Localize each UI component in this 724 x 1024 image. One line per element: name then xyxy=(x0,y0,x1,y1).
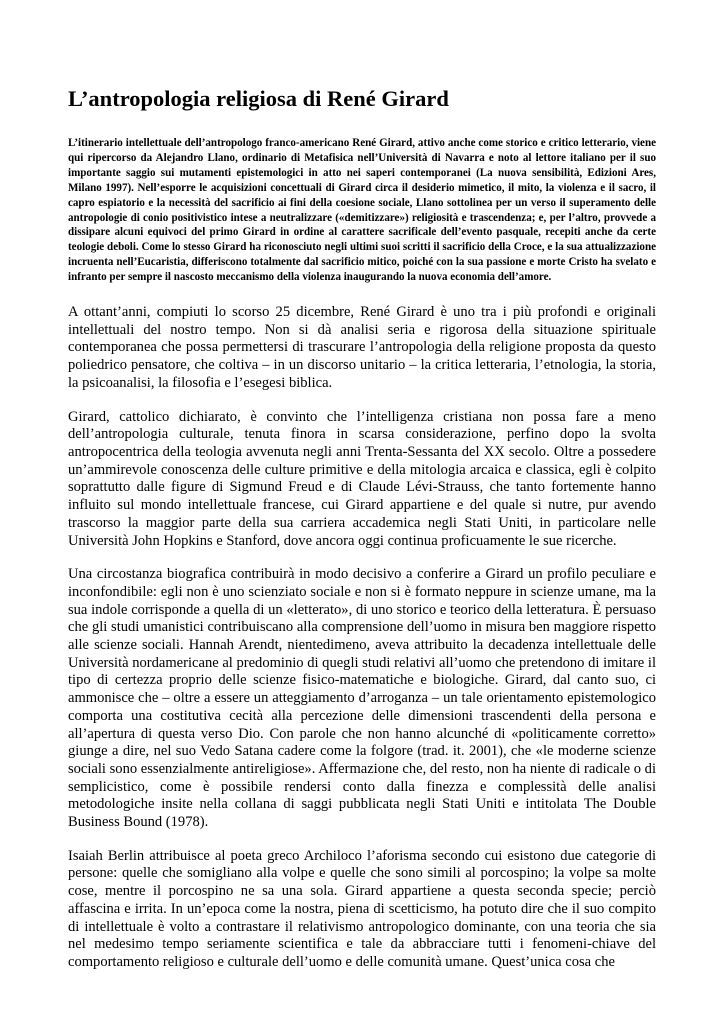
body-paragraph-2: Girard, cattolico dichiarato, è convinto che l’intelligenza cristiana non possa fare a meno dell’antropologia culturale, tenuta finora in scarsa considerazione, perfino dopo la svolta antropocentrica della teologia avvenuta negli anni Trenta-Sessanta del XX secolo. Oltre a possedere un’ammirevole conoscenza delle culture primitive e della mitologia arcaica e classica, egli è colpito soprattutto dalle figure di Sigmund Freud e di Claude Lévi-Strauss, che tanto fortemente hanno influito sul mondo intellettuale francese, cui Girard appartiene e del quale si nutre, pur avendo trascorso la maggior parte della sua carriera accademica negli Stati Uniti, in particolare nelle Università John Hopkins e Stanford, dove ancora oggi continua proficuamente le sue ricerche. xyxy=(68,408,656,549)
body-paragraph-1: A ottant’anni, compiuti lo scorso 25 dicembre, René Girard è uno tra i più profondi e originali intellettuali del nostro tempo. Non si dà analisi seria e rigorosa della situazione spirituale contemporanea che possa permettersi di trascurare l’antropologia della religione proposta da questo poliedrico pensatore, che coltiva – in un discorso unitario – la critica letteraria, l’etnologia, la storia, la psicoanalisi, la filosofia e l’esegesi biblica. xyxy=(68,304,656,391)
abstract-paragraph: L’itinerario intellettuale dell’antropologo franco-americano René Girard, attivo anche come storico e critico letterario, viene qui ripercorso da Alejandro Llano, ordinario di Metafisica nell’Università di Navarra e noto al lettore italiano per il suo importante saggio sui mutamenti epistemologici in atto nei saperi contemporanei (La nuova sensibilità, Edizioni Ares, Milano 1997). Nell’esporre le acquisizioni concettuali di Girard circa il desiderio mimetico, il mito, la violenza e il sacro, il capro espiatorio e la necessità del sacrificio ai fini della coesione sociale, Llano sottolinea per un verso il superamento delle antropologie di conio positivistico intese a neutralizzare («demitizzare») religiosità e trascendenza; e, per l’altro, provvede a dissipare alcuni equivoci del primo Girard in ordine al carattere sacrificale dell’evento pasquale, recepiti anche da certe teologie deboli. Come lo stesso Girard ha riconosciuto negli ultimi suoi scritti il sacrificio della Croce, e la sua attualizzazione incruenta nell’Eucaristia, differiscono totalmente dal sacrificio mitico, poiché con la sua passione e morte Cristo ha svelato e infranto per sempre il nascosto meccanismo della violenza inaugurando la nuova economia dell’amore. xyxy=(68,137,656,284)
document-title: L’antropologia religiosa di René Girard xyxy=(68,86,449,111)
document-page xyxy=(68,84,656,972)
body-paragraph-3: Una circostanza biografica contribuirà in modo decisivo a conferire a Girard un profilo peculiare e inconfondibile: egli non è uno scienziato sociale e non si è formato neppure in scienze umane, ma la sua indole corrisponde a quella di un «letterato», di uno storico e teorico della letteratura. È persuaso che gli studi umanistici contribuiscano alla comprensione dell’uomo in misura ben maggiore rispetto alle scienze sociali. Hannah Arendt, nientedimeno, aveva attribuito la decadenza intellettuale delle Università nordamericane al predominio di quegli studi relativi all’uomo che pretendono di imitare il tipo di certezza proprio delle scienze fisico-matematiche e biologiche. Girard, dal canto suo, ci ammonisce che – oltre a essere un atteggiamento d’arroganza – un tale orientamento epistemologico comporta una costitutiva cecità alla percezione delle dimensioni trascendenti della persona e all’apertura di questa verso Dio. Con parole che non hanno alcunché di «politicamente corretto» giunge a dire, nel suo Vedo Satana cadere come la folgore (trad. it. 2001), che «le moderne scienze sociali sono essenzialmente antireligiose». Affermazione che, del resto, non ha niente di radicale o di semplicistico, come è possibile rendersi conto dalla finezza e complessità delle analisi metodologiche insite nella collana di saggi pubblicata negli Stati Uniti e intitolata The Double Business Bound (1978). xyxy=(68,566,656,831)
body-paragraph-4: Isaiah Berlin attribuisce al poeta greco Archiloco l’aforisma secondo cui esistono due categorie di persone: quelle che somigliano alla volpe e quelle che sono simili al porcospino; la volpe sa molte cose, mentre il porcospino ne sa una sola. Girard appartiene a questa seconda specie; perciò affascina e irrita. In un’epoca come la nostra, piena di scetticismo, ha potuto dire che il suo compito di intellettuale è volto a contrastare il relativismo antropologico dominante, con una teoria che sia nel medesimo tempo seriamente scientifica e tale da abbracciare tutti i fenomeni-chiave del comportamento religioso e culturale dell’uomo e delle comunità umane. Quest’unica cosa che xyxy=(68,847,656,970)
